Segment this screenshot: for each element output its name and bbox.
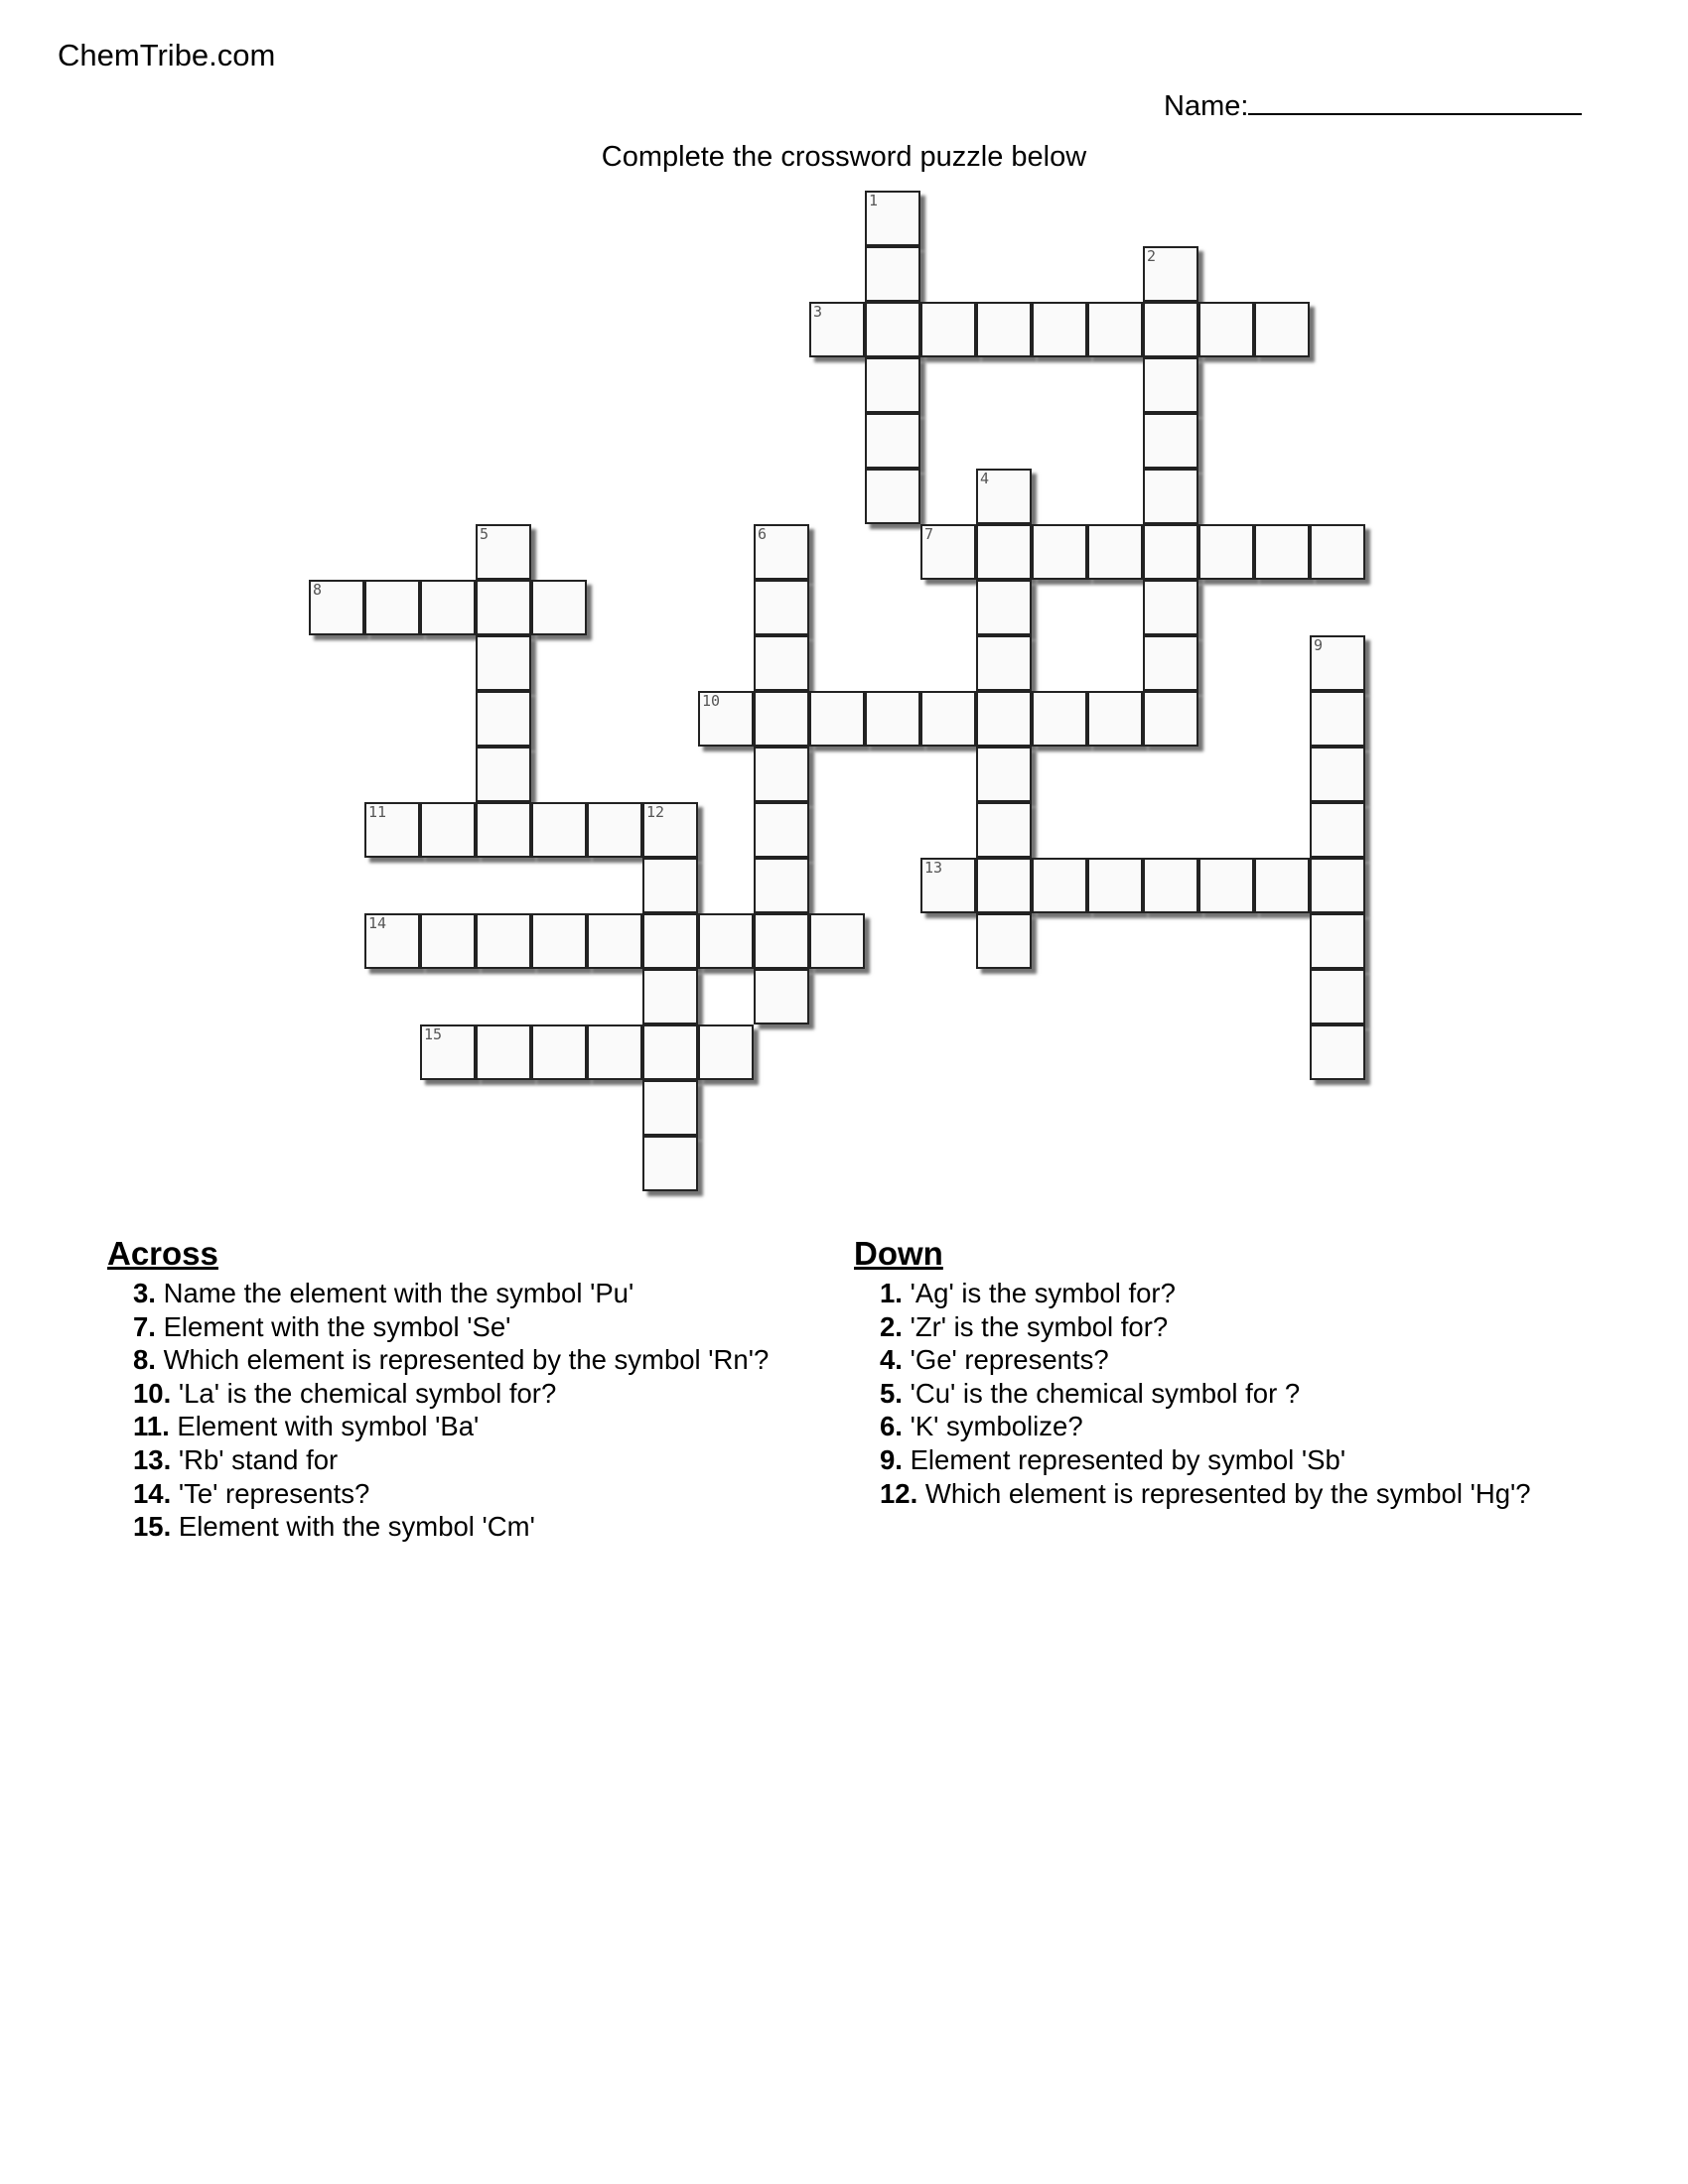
clue-number-label: 14 — [368, 914, 387, 932]
crossword-cell[interactable] — [809, 691, 865, 747]
crossword-cell[interactable] — [1310, 691, 1365, 747]
clue-text: 'Cu' is the chemical symbol for ? — [902, 1377, 1301, 1409]
crossword-cell[interactable] — [976, 913, 1032, 969]
crossword-cell[interactable] — [531, 802, 587, 858]
crossword-cell[interactable] — [531, 1024, 587, 1080]
clue-number: 15. — [133, 1511, 172, 1543]
crossword-cell[interactable] — [476, 580, 531, 635]
across-clue — [107, 1343, 842, 1377]
crossword-cell[interactable] — [754, 691, 809, 747]
crossword-cell[interactable] — [1087, 302, 1143, 357]
crossword-cell[interactable] — [1143, 246, 1198, 302]
clue-number: 14. — [133, 1477, 172, 1509]
clue-number-label: 4 — [980, 470, 990, 487]
clue-number-label: 8 — [313, 581, 323, 599]
across-clue — [107, 1477, 842, 1511]
across-clue — [107, 1510, 842, 1544]
crossword-cell[interactable] — [1032, 524, 1087, 580]
down-heading: Down — [854, 1235, 943, 1272]
clue-number: 10. — [133, 1377, 172, 1409]
clue-number: 9. — [880, 1443, 903, 1475]
crossword-cell[interactable] — [420, 580, 476, 635]
crossword-cell[interactable] — [309, 580, 364, 635]
crossword-cell[interactable] — [865, 357, 920, 413]
clue-number-label: 2 — [1147, 247, 1157, 265]
crossword-cell[interactable] — [476, 747, 531, 802]
crossword-cell[interactable] — [754, 580, 809, 635]
crossword-cell[interactable] — [476, 802, 531, 858]
crossword-cell[interactable] — [865, 691, 920, 747]
crossword-cell[interactable] — [642, 1136, 698, 1191]
crossword-cell[interactable] — [1143, 524, 1198, 580]
crossword-cell[interactable] — [1310, 913, 1365, 969]
across-heading: Across — [107, 1235, 218, 1272]
clue-number: 11. — [133, 1411, 170, 1442]
crossword-cell[interactable] — [364, 913, 420, 969]
crossword-cell[interactable] — [698, 913, 754, 969]
clue-number-label: 9 — [1314, 636, 1324, 654]
site-name: ChemTribe.com — [58, 38, 276, 72]
crossword-cell[interactable] — [364, 580, 420, 635]
crossword-cell[interactable] — [865, 413, 920, 469]
crossword-cell[interactable] — [1310, 524, 1365, 580]
crossword-cell[interactable] — [1198, 302, 1254, 357]
across-clue — [107, 1310, 842, 1344]
crossword-cell[interactable] — [587, 1024, 642, 1080]
crossword-cell[interactable] — [976, 747, 1032, 802]
crossword-cell[interactable] — [1310, 747, 1365, 802]
crossword-cell[interactable] — [976, 635, 1032, 691]
crossword-cell[interactable] — [865, 246, 920, 302]
across-clue — [107, 1277, 842, 1310]
crossword-cell[interactable] — [1143, 635, 1198, 691]
crossword-cell[interactable] — [476, 524, 531, 580]
crossword-cell[interactable] — [420, 802, 476, 858]
clue-number-label: 10 — [702, 692, 721, 710]
clue-number-label: 7 — [924, 525, 934, 543]
crossword-cell[interactable] — [1198, 858, 1254, 913]
crossword-cell[interactable] — [1254, 302, 1310, 357]
crossword-cell[interactable] — [642, 1080, 698, 1136]
clue-text: 'K' symbolize? — [902, 1411, 1083, 1442]
crossword-cell[interactable] — [476, 691, 531, 747]
crossword-cell[interactable] — [1087, 524, 1143, 580]
crossword-cell[interactable] — [531, 913, 587, 969]
down-clues — [854, 1235, 1648, 1510]
crossword-cell[interactable] — [476, 913, 531, 969]
crossword-cell[interactable] — [1143, 469, 1198, 524]
crossword-cell[interactable] — [920, 524, 976, 580]
name-label: Name: — [1164, 90, 1249, 122]
crossword-cell[interactable] — [976, 858, 1032, 913]
crossword-cell[interactable] — [1310, 1024, 1365, 1080]
crossword-cell[interactable] — [642, 1024, 698, 1080]
crossword-cell[interactable] — [1143, 413, 1198, 469]
crossword-cell[interactable] — [865, 302, 920, 357]
crossword-cell[interactable] — [1143, 858, 1198, 913]
clue-number: 8. — [133, 1344, 156, 1376]
clue-number: 12. — [880, 1477, 918, 1509]
crossword-cell[interactable] — [420, 1024, 476, 1080]
crossword-cell[interactable] — [1087, 858, 1143, 913]
crossword-cell[interactable] — [754, 969, 809, 1024]
clue-text: Element represented by symbol 'Sb' — [902, 1443, 1346, 1475]
crossword-cell[interactable] — [1143, 580, 1198, 635]
crossword-cell[interactable] — [976, 802, 1032, 858]
clue-number: 2. — [880, 1310, 903, 1342]
crossword-cell[interactable] — [1254, 858, 1310, 913]
clue-text: Element with the symbol 'Se' — [155, 1310, 511, 1342]
down-clue — [854, 1310, 1648, 1344]
clue-text: Which element is represented by the symbol 'Hg'? — [917, 1477, 1531, 1509]
crossword-cell[interactable] — [976, 691, 1032, 747]
crossword-cell[interactable] — [754, 913, 809, 969]
crossword-cell[interactable] — [420, 913, 476, 969]
across-clue — [107, 1443, 842, 1477]
clue-text: Which element is represented by the symbol 'Rn'? — [155, 1344, 770, 1376]
crossword-cell[interactable] — [698, 1024, 754, 1080]
across-clue — [107, 1410, 842, 1443]
crossword-cell[interactable] — [976, 524, 1032, 580]
across-clue — [107, 1377, 842, 1411]
clue-number: 1. — [880, 1278, 903, 1308]
crossword-cell[interactable] — [587, 913, 642, 969]
clue-text: 'La' is the chemical symbol for? — [171, 1377, 557, 1409]
clue-text: 'Ge' represents? — [902, 1344, 1109, 1376]
across-clues — [107, 1235, 842, 1544]
crossword-cell[interactable] — [642, 802, 698, 858]
crossword-cell[interactable] — [1254, 524, 1310, 580]
crossword-cell[interactable] — [809, 302, 865, 357]
clue-number-label: 1 — [869, 192, 879, 209]
crossword-cell[interactable] — [754, 858, 809, 913]
crossword-cell[interactable] — [976, 469, 1032, 524]
crossword-cell[interactable] — [809, 913, 865, 969]
clue-number: 7. — [133, 1310, 156, 1342]
crossword-cell[interactable] — [976, 580, 1032, 635]
crossword-cell[interactable] — [476, 1024, 531, 1080]
crossword-cell[interactable] — [531, 580, 587, 635]
crossword-cell[interactable] — [1087, 691, 1143, 747]
clue-number: 6. — [880, 1411, 903, 1442]
crossword-cell[interactable] — [754, 802, 809, 858]
clue-number-label: 3 — [813, 303, 823, 321]
crossword-cell[interactable] — [1310, 858, 1365, 913]
crossword-cell[interactable] — [1032, 691, 1087, 747]
crossword-cell[interactable] — [976, 302, 1032, 357]
clue-number: 5. — [880, 1377, 903, 1409]
crossword-cell[interactable] — [754, 747, 809, 802]
down-clue — [854, 1377, 1648, 1411]
crossword-cell[interactable] — [698, 691, 754, 747]
clue-number: 13. — [133, 1443, 172, 1475]
crossword-cell[interactable] — [1143, 302, 1198, 357]
clue-number-label: 15 — [424, 1025, 443, 1043]
crossword-cell[interactable] — [1032, 302, 1087, 357]
down-clue-list — [854, 1277, 1648, 1510]
clue-text: 'Rb' stand for — [171, 1443, 339, 1475]
crossword-cell[interactable] — [364, 802, 420, 858]
clue-text: 'Zr' is the symbol for? — [902, 1310, 1169, 1342]
clue-text: Element with symbol 'Ba' — [169, 1411, 480, 1442]
clue-text: 'Ag' is the symbol for? — [902, 1278, 1176, 1308]
down-clue — [854, 1443, 1648, 1477]
crossword-cell[interactable] — [1310, 969, 1365, 1024]
clue-text: Element with the symbol 'Cm' — [171, 1511, 535, 1543]
crossword-cell[interactable] — [754, 524, 809, 580]
down-clue — [854, 1410, 1648, 1443]
clue-number-label: 13 — [924, 859, 943, 877]
clue-text: 'Te' represents? — [171, 1477, 370, 1509]
instructions: Complete the crossword puzzle below — [601, 141, 1087, 173]
down-clue — [854, 1277, 1648, 1310]
clue-text: Name the element with the symbol 'Pu' — [155, 1278, 634, 1308]
clue-number-label: 6 — [758, 525, 768, 543]
clue-number-label: 5 — [480, 525, 490, 543]
crossword-cell[interactable] — [1310, 802, 1365, 858]
crossword-cell[interactable] — [754, 635, 809, 691]
crossword-cell[interactable] — [587, 802, 642, 858]
crossword-cell[interactable] — [920, 691, 976, 747]
crossword-cell[interactable] — [642, 858, 698, 913]
crossword-cell[interactable] — [1310, 635, 1365, 691]
crossword-cell[interactable] — [920, 858, 976, 913]
down-clue — [854, 1477, 1648, 1511]
down-clue — [854, 1343, 1648, 1377]
clue-number: 3. — [133, 1278, 156, 1308]
crossword-cell[interactable] — [642, 913, 698, 969]
crossword-cell[interactable] — [865, 469, 920, 524]
crossword-cell[interactable] — [920, 302, 976, 357]
crossword-cell[interactable] — [476, 635, 531, 691]
crossword-cell[interactable] — [865, 191, 920, 246]
clue-number-label: 12 — [646, 803, 665, 821]
clue-number-label: 11 — [368, 803, 387, 821]
crossword-cell[interactable] — [642, 969, 698, 1024]
crossword-cell[interactable] — [1143, 691, 1198, 747]
across-clue-list — [107, 1277, 842, 1544]
crossword-cell[interactable] — [1143, 357, 1198, 413]
crossword-cell[interactable] — [1198, 524, 1254, 580]
crossword-cell[interactable] — [1032, 858, 1087, 913]
clue-number: 4. — [880, 1344, 903, 1376]
